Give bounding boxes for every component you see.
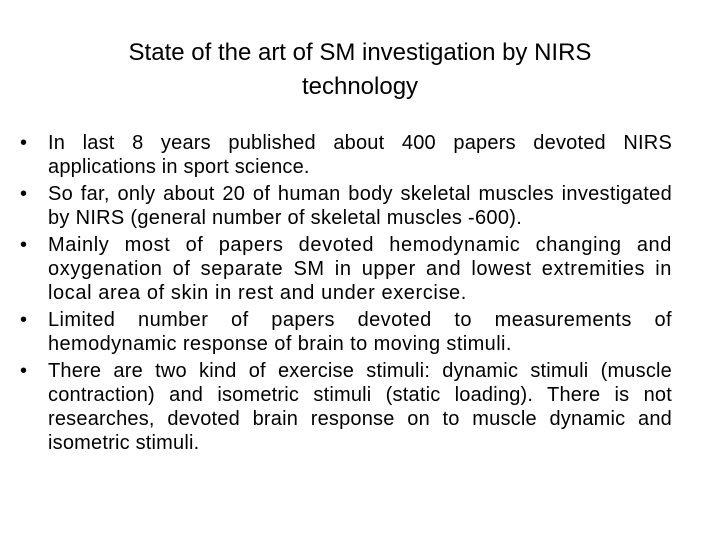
bullet-item-papers-count xyxy=(20,131,672,179)
bullet-item-exercise-stimuli xyxy=(20,359,672,455)
slide-title-line-2: technology xyxy=(301,73,419,100)
bullet-text: Mainly most of papers devoted hemodynamic changing and oxygenation of separate SM in upper and lowest extremities in local area of skin in rest and under exercise. xyxy=(48,234,672,304)
bullet-icon: • xyxy=(20,360,28,382)
bullet-icon: • xyxy=(20,234,28,256)
bullet-text: So far, only about 20 of human body skeletal muscles investigated by NIRS (general number of skeletal muscles -600). xyxy=(48,183,672,229)
slide-title-line-1: State of the art of SM investigation by NIRS xyxy=(128,39,592,66)
bullet-text: In last 8 years published about 400 papers devoted NIRS applications in sport science. xyxy=(48,132,672,178)
bullet-text: There are two kind of exercise stimuli: dynamic stimuli (muscle contraction) and isometric stimuli (static loading). There is not researches, devoted brain response on to muscle dynamic and isometric stimuli. xyxy=(48,360,672,454)
bullet-item-brain-response xyxy=(20,308,672,356)
bullet-icon: • xyxy=(20,309,28,331)
bullet-item-muscles-investigated xyxy=(20,182,672,230)
bullet-item-hemodynamic-focus xyxy=(20,233,672,305)
bullet-list xyxy=(20,131,672,458)
bullet-icon: • xyxy=(20,132,28,154)
bullet-icon: • xyxy=(20,183,28,205)
bullet-text: Limited number of papers devoted to measurements of hemodynamic response of brain to moving stimuli. xyxy=(48,309,672,355)
slide-title xyxy=(60,36,660,104)
